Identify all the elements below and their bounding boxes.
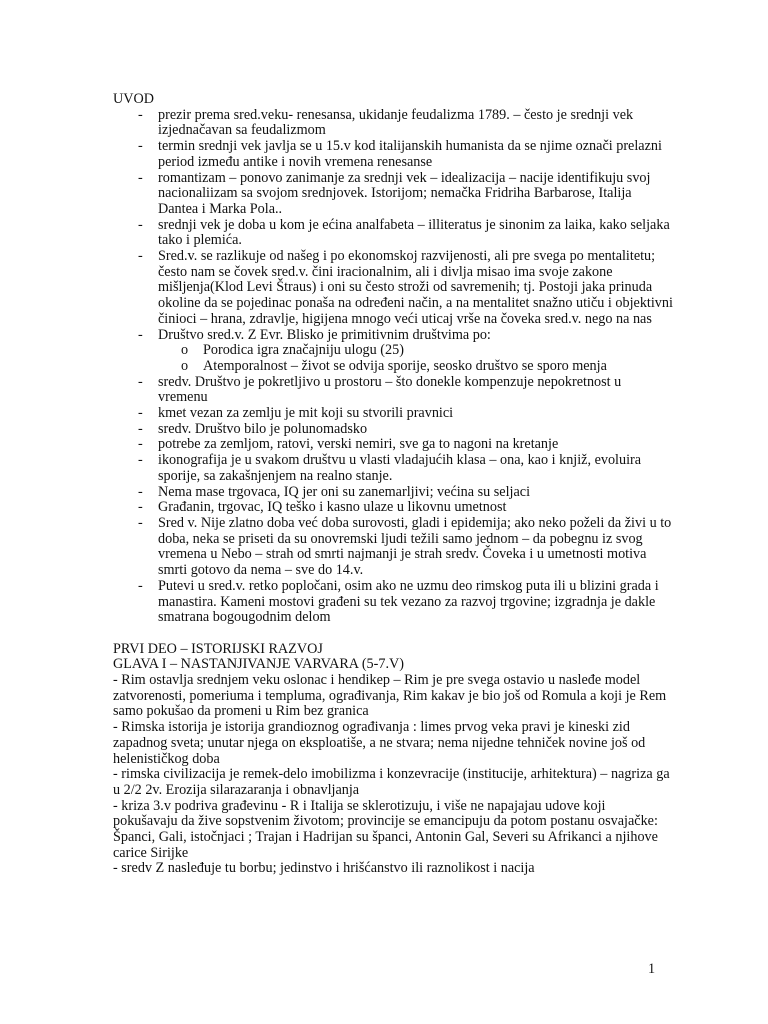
- bullet-text: sredv. Društvo je pokretljivo u prostoru – što donekle kompenzuje nepokretnost u vremenu: [158, 373, 622, 406]
- dash-marker: -: [138, 436, 143, 453]
- bullet-item: [113, 579, 673, 626]
- bullet-text: Sred.v. se razlikuje od našeg i po ekonomskoj razvijenosti, ali pre svega po mentalitetu; često nam se čovek sred.v. čini iracionalnim, ali i divlja misao ima svoje zakone mišljenja(Klod Levi Štraus) i oni su često stroži od savremenih; tj. Postoji jaka prinuda okoline da se pojedinac ponaša na određeni način, a na mentalitet snažno utiču i objektivni činioci – hrana, zdravlje, higijena mnogo veći uticaj vrše na čoveka sred.v. nego na nas: [158, 248, 673, 327]
- intro-heading: UVOD: [113, 91, 154, 107]
- bullet-item: [113, 485, 673, 501]
- sub-bullet-item: [113, 359, 673, 375]
- bullet-text: Nema mase trgovaca, IQ jer oni su zanemarljivi; većina su seljaci: [158, 483, 531, 500]
- bullet-text: prezir prema sred.veku- renesansa, ukidanje feudalizma 1789. – često je srednji vek izjednačavan sa feudalizmom: [158, 106, 634, 139]
- bullet-text: Građanin, trgovac, IQ teško i kasno ulaze u likovnu umetnost: [158, 499, 507, 516]
- document-body: [113, 92, 673, 877]
- dash-marker: -: [138, 514, 143, 531]
- dash-marker: -: [138, 452, 143, 469]
- bullet-item: [113, 422, 673, 438]
- section-gap: [113, 626, 673, 642]
- chapter-paragraph: - sredv Z nasleđuje tu borbu; jedinstvo i hrišćanstvo ili raznolikost i nacija: [113, 860, 535, 877]
- circle-marker: o: [181, 357, 189, 374]
- dash-marker: -: [138, 106, 143, 123]
- bullet-text: romantizam – ponovo zanimanje za srednji vek – idealizacija – nacije identifikuju svoj nacionaliizam sa svojom srednjovek. Istorijom; nemačka Fridriha Barbarose, Italija Dantea i Marka Pola..: [158, 169, 651, 217]
- page-number: 1: [648, 961, 656, 977]
- bullet-item: [113, 500, 673, 516]
- bullet-text: potrebe za zemljom, ratovi, verski nemiri, sve ga to nagoni na kretanje: [158, 436, 559, 453]
- dash-marker: -: [138, 138, 143, 155]
- bullet-item: [113, 249, 673, 328]
- bullet-item: [113, 406, 673, 422]
- bullet-item: [113, 108, 673, 139]
- bullet-item: [113, 453, 673, 484]
- chapter-paragraph: - Rim ostavlja srednjem veku oslonac i hendikep – Rim je pre svega ostavio u nasleđe model zatvorenosti, pomeriuma i templuma, ograđivanja, Rim kakav je bio još od Romula a koji je Rem samo pokušao da promeni u Rim bez granica: [113, 672, 667, 720]
- bullet-text: srednji vek je doba u kom je ećina analfabeta – illiteratus je sinonim za laika, kako seljaka tako i plemića.: [158, 216, 670, 249]
- dash-marker: -: [138, 483, 143, 500]
- bullet-item: [113, 171, 673, 218]
- sub-bullet-text: Porodica igra značajniju ulogu (25): [203, 342, 404, 359]
- dash-marker: -: [138, 499, 143, 516]
- dash-marker: -: [138, 373, 143, 390]
- dash-marker: -: [138, 216, 143, 233]
- chapter-paragraphs: [113, 673, 673, 877]
- part-heading: PRVI DEO – ISTORIJSKI RAZVOJ: [113, 640, 323, 657]
- bullet-text: kmet vezan za zemlju je mit koji su stvorili pravnici: [158, 405, 454, 422]
- bullet-text: termin srednji vek javlja se u 15.v kod italijanskih humanista da se njime označi prelazni period između antike i novih vremena renesanse: [158, 138, 662, 170]
- sub-bullet-list: [158, 343, 673, 374]
- bullet-text: sredv. Društvo bilo je polunomadsko: [158, 420, 368, 437]
- bullet-text: ikonografija je u svakom društvu u vlasti vladajućih klasa – ona, kao i knjiž, evoluira sporije, sa zakašnjenjem na realno stanje.: [158, 452, 642, 484]
- chapter-paragraph: - kriza 3.v podriva građevinu - R i Italija se sklerotizuju, i više ne napajajau udove koji pokušavaju da žive sopstvenim životom; provincije se emancipuju da potom postanu osvajačke: Španci, Gali, istočnjaci ; Trajan i Hadrijan su španci, Antonin Gal, Severi su Afrikanci a njihove carice Sirijke: [113, 797, 658, 861]
- bullet-item: [113, 328, 673, 375]
- dash-marker: -: [138, 577, 143, 594]
- bullet-text: Sred v. Nije zlatno doba već doba surovosti, gladi i epidemija; ako neko poželi da živi u to doba, neka se priseti da su onovremski ljudi težili samo jednom – da pobegnu iz svog vremena u Nebo – strah od smrti najmanji je strah sredv. Čoveka i u umetnosti motiva smrti gotovo da nema – sve do 14.v.: [158, 514, 672, 579]
- bullet-item: [113, 437, 673, 453]
- bullet-item: [113, 218, 673, 249]
- dash-marker: -: [138, 420, 143, 437]
- dash-marker: -: [138, 326, 143, 343]
- sub-bullet-text: Atemporalnost – život se odvija sporije, seosko društvo se sporo menja: [203, 357, 607, 374]
- sub-bullet-item: [113, 343, 673, 359]
- chapter-paragraph: - Rimska istorija je istorija grandioznog ograđivanja : limes prvog veka pravi je kineski zid zapadnog sveta; unutar njega on eksploatiše, a ne stvara; nema nijedne tehniček novine još od helenističkog doba: [113, 719, 646, 767]
- intro-bullet-list: [113, 108, 673, 626]
- dash-marker: -: [138, 405, 143, 422]
- bullet-item: [113, 516, 673, 579]
- circle-marker: o: [181, 342, 189, 359]
- bullet-text: Putevi u sred.v. retko popločani, osim ako ne uzmu deo rimskog puta ili u blizini grada i manastira. Kameni mostovi građeni su tek vezano za razvoj trgovine; izgradnja je dakle smatrana bogougodnim delom: [158, 577, 659, 626]
- chapter-heading: GLAVA I – NASTANJIVANJE VARVARA (5-7.V): [113, 656, 404, 673]
- bullet-text: Društvo sred.v. Z Evr. Blisko je primitivnim društvima po:: [158, 326, 491, 343]
- chapter-paragraph: - rimska civilizacija je remek-delo imobilizma i konzevracije (institucije, arhitektura) – nagriza ga u 2/2 2v. Erozija silarazaranja i obnavljanja: [113, 766, 670, 798]
- bullet-item: [113, 375, 673, 406]
- dash-marker: -: [138, 248, 143, 265]
- dash-marker: -: [138, 169, 143, 186]
- bullet-item: [113, 139, 673, 170]
